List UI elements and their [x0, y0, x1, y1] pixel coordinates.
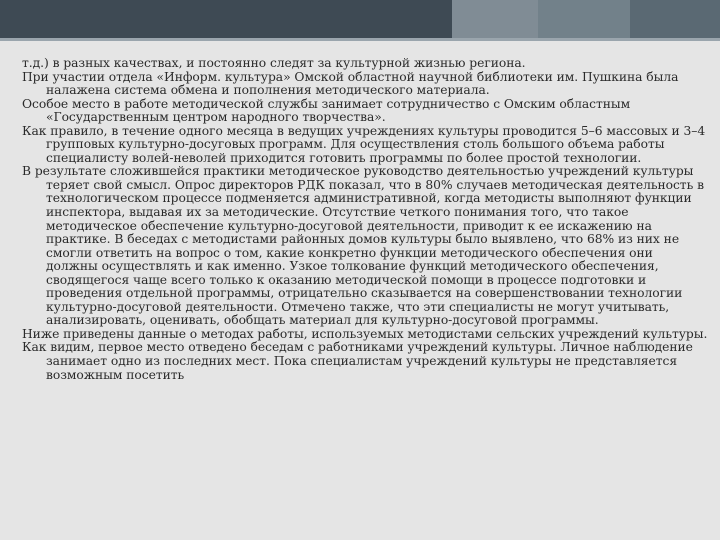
paragraph: Как правило, в течение одного месяца в ведущих учреждениях культуры проводится 5–6 массовых и 3–4 групповых культурно-досуговых программ. Для осуществления столь большого объема работы специалисту волей-неволей приходится готовить программы по более простой технологии. [22, 123, 706, 165]
header-segment [630, 0, 720, 38]
paragraph: Особое место в работе методической службы занимает сотрудничество с Омским областным «Государственным центром народного творчества». [22, 96, 631, 125]
slide-body [22, 57, 708, 382]
paragraph: В результате сложившейся практики методическое руководство деятельностью учреждений культуры теряет свой смысл. Опрос директоров РДК показал, что в 80% случаев методическая деятельность в технологическом процессе подменяется административной, когда методисты выполняют функции инспектора, выдавая их за методические. Отсутствие четкого понимания того, что такое методическое обеспечение культурно-досуговой деятельности, приводит к ее искажению на практике. В беседах с методистами районных домов культуры было выявлено, что 68% из них не смогли ответить на вопрос о том, какие конкретно функции методического обеспечения они должны осуществлять и как именно. Узкое толкование функций методического обеспечения, сводящегося чаще всего только к оказанию методической помощи в процессе подготовки и проведения отдельной программы, отрицательно сказывается на совершенствовании технологии культурно-досуговой деятельности. Отмечено также, что эти специалисты не могут учитывать, анализировать, оценивать, обобщать материал для культурно-досуговой программы. [22, 164, 704, 328]
paragraph: т.д.) в разных качествах, и постоянно следят за культурной жизнью региона. [22, 56, 526, 70]
header-bar [0, 0, 720, 38]
paragraph: При участии отдела «Информ. культура» Омской областной научной библиотеки им. Пушкина была налажена система обмена и пополнения методического материала. [22, 69, 679, 98]
paragraph: Как видим, первое место отведено беседам с работниками учреждений культуры. Личное наблюдение занимает одно из последних мест. Пока специалистам учреждений культуры не представляется возможным посетить [22, 340, 693, 382]
paragraph: Ниже приведены данные о методах работы, используемых методистами сельских учреждений культуры. [22, 326, 708, 341]
header-segment [452, 0, 538, 38]
header-accent-line [0, 38, 720, 41]
header-segment [538, 0, 630, 38]
